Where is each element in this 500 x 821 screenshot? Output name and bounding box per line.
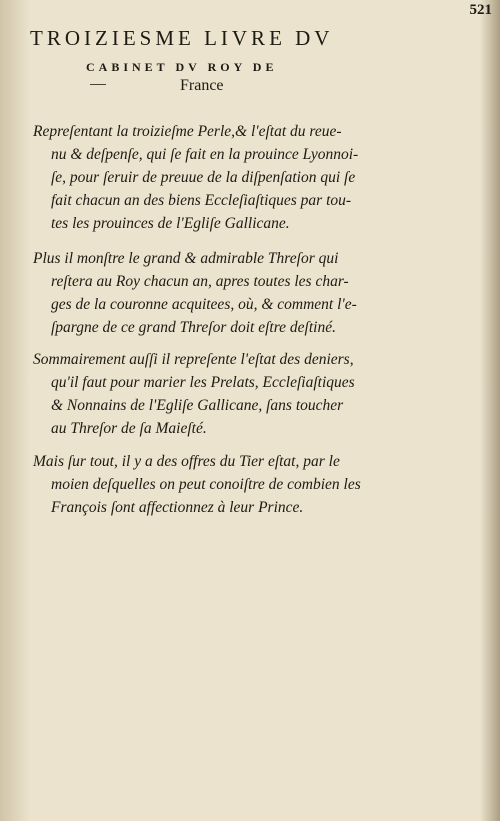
text-line: Mais ſur tout, il y a des offres du Tier eſtat, par le	[33, 453, 340, 470]
text-line: fait chacun an des biens Eccleſiaſtiques par tou-	[51, 192, 352, 209]
text-line: nu & deſpenſe, qui ſe fait en la prouince Lyonnoi-	[51, 146, 359, 163]
running-title: TROIZIESME LIVRE DV	[30, 26, 334, 50]
text-line: Sommairement auſſi il repreſente l'eſtat des deniers,	[33, 351, 354, 368]
text-line: ges de la couronne acquitees, où, & comment l'e-	[51, 296, 357, 313]
text-line: au Threſor de ſa Maieſté.	[51, 420, 207, 437]
ornament-dash	[90, 84, 106, 85]
text-line: Repreſentant la troizieſme Perle,& l'eſtat du reue-	[33, 123, 342, 140]
text-line: François ſont affectionnez à leur Prince.	[51, 499, 304, 516]
text-line: moien deſquelles on peut conoiſtre de combien les	[51, 476, 361, 493]
text-line: tes les prouinces de l'Egliſe Gallicane.	[51, 215, 290, 232]
text-line: ſpargne de ce grand Threſor doit eſtre deſtiné.	[51, 319, 336, 336]
page-number: 521	[469, 2, 492, 18]
paragraph-2	[33, 247, 473, 339]
text-line: qu'il faut pour marier les Prelats, Eccleſiaſtiques	[51, 374, 355, 391]
subtitle-second-line: France	[180, 77, 224, 94]
paragraph-1	[33, 120, 473, 235]
text-line: Plus il monſtre le grand & admirable Threſor qui	[33, 250, 339, 267]
paragraph-4	[33, 450, 473, 519]
subtitle-first-line: CABINET DV ROY DE	[86, 60, 278, 74]
paragraph-3	[33, 348, 473, 440]
text-line: & Nonnains de l'Egliſe Gallicane, ſans toucher	[51, 397, 344, 414]
text-line: ſe, pour ſeruir de preuue de la diſpenſation qui ſe	[51, 169, 356, 186]
text-line: reſtera au Roy chacun an, apres toutes les char-	[51, 273, 349, 290]
